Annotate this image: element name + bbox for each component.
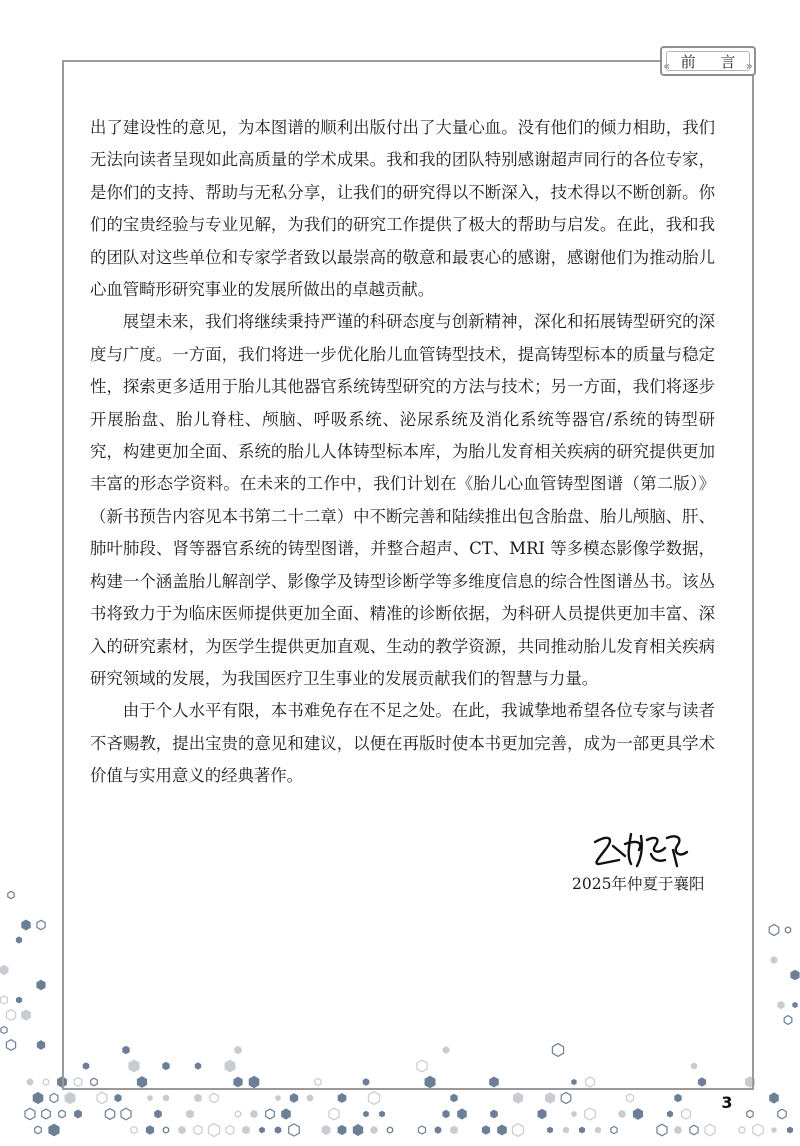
section-header-tab (660, 46, 756, 76)
handwritten-signature (585, 820, 695, 875)
paragraph-1: 出了建设性的意见，为本图谱的顺利出版付出了大量心血。没有他们的倾力相助，我们无法向读者呈现如此高质量的学术成果。我和我的团队特别感谢超声同行的各位专家，是你们的支持、帮助与无私分享，让我们的研究得以不断深入，技术得以不断创新。你们的宝贵经验与专业见解，为我们的研究工作提供了极大的帮助与启发。在此，我和我的团队对这些单位和专家学者致以最崇高的敬意和最衷心的感谢，感谢他们为推动胎儿心血管畸形研究事业的发展所做出的卓越贡献。 (90, 118, 715, 300)
paragraph-2: 展望未来，我们将继续秉持严谨的科研态度与创新精神，深化和拓展铸型研究的深度与广度。一方面，我们将进一步优化胎儿血管铸型技术，提高铸型标本的质量与稳定性，探索更多适用于胎儿其他器官系统铸型研究的方法与技术；另一方面，我们将逐步开展胎盘、胎儿脊柱、颅脑、呼吸系统、泌尿系统及消化系统等器官/系统的铸型研究，构建更加全面、系统的胎儿人体铸型标本库，为胎儿发育相关疾病的研究提供更加丰富的形态学资料。在未来的工作中，我们计划在《胎儿心血管铸型图谱（第二版）》（新书预告内容见本书第二十二章）中不断完善和陆续推出包含胎盘、胎儿颅脑、肝、肺叶肺段、肾等器官系统的铸型图谱，并整合超声、CT、MRI 等多模态影像学数据，构建一个涵盖胎儿解剖学、影像学及铸型诊断学等多维度信息的综合性图谱丛书。该丛书将致力于为临床医师提供更加全面、精准的诊断依据，为科研人员提供更加丰富、深入的研究素材，为医学生提供更加直观、生动的教学资源，共同推动胎儿发育相关疾病研究领域的发展，为我国医疗卫生事业的发展贡献我们的智慧与力量。 (90, 312, 715, 688)
section-title: 前 言 (680, 52, 746, 71)
paragraph-3: 由于个人水平有限，本书难免存在不足之处。在此，我诚挚地希望各位专家与读者不吝赐教，提出宝贵的意见和建议，以便在再版时使本书更加完善，成为一部更具学术价值与实用意义的经典著作。 (90, 701, 715, 786)
chevron-left-icon: « (663, 59, 671, 73)
body-text (90, 112, 715, 793)
page-number: 3 (721, 1092, 733, 1112)
signature-date-place: 2025年仲夏于襄阳 (572, 875, 705, 893)
chevron-right-icon: » (745, 59, 753, 73)
